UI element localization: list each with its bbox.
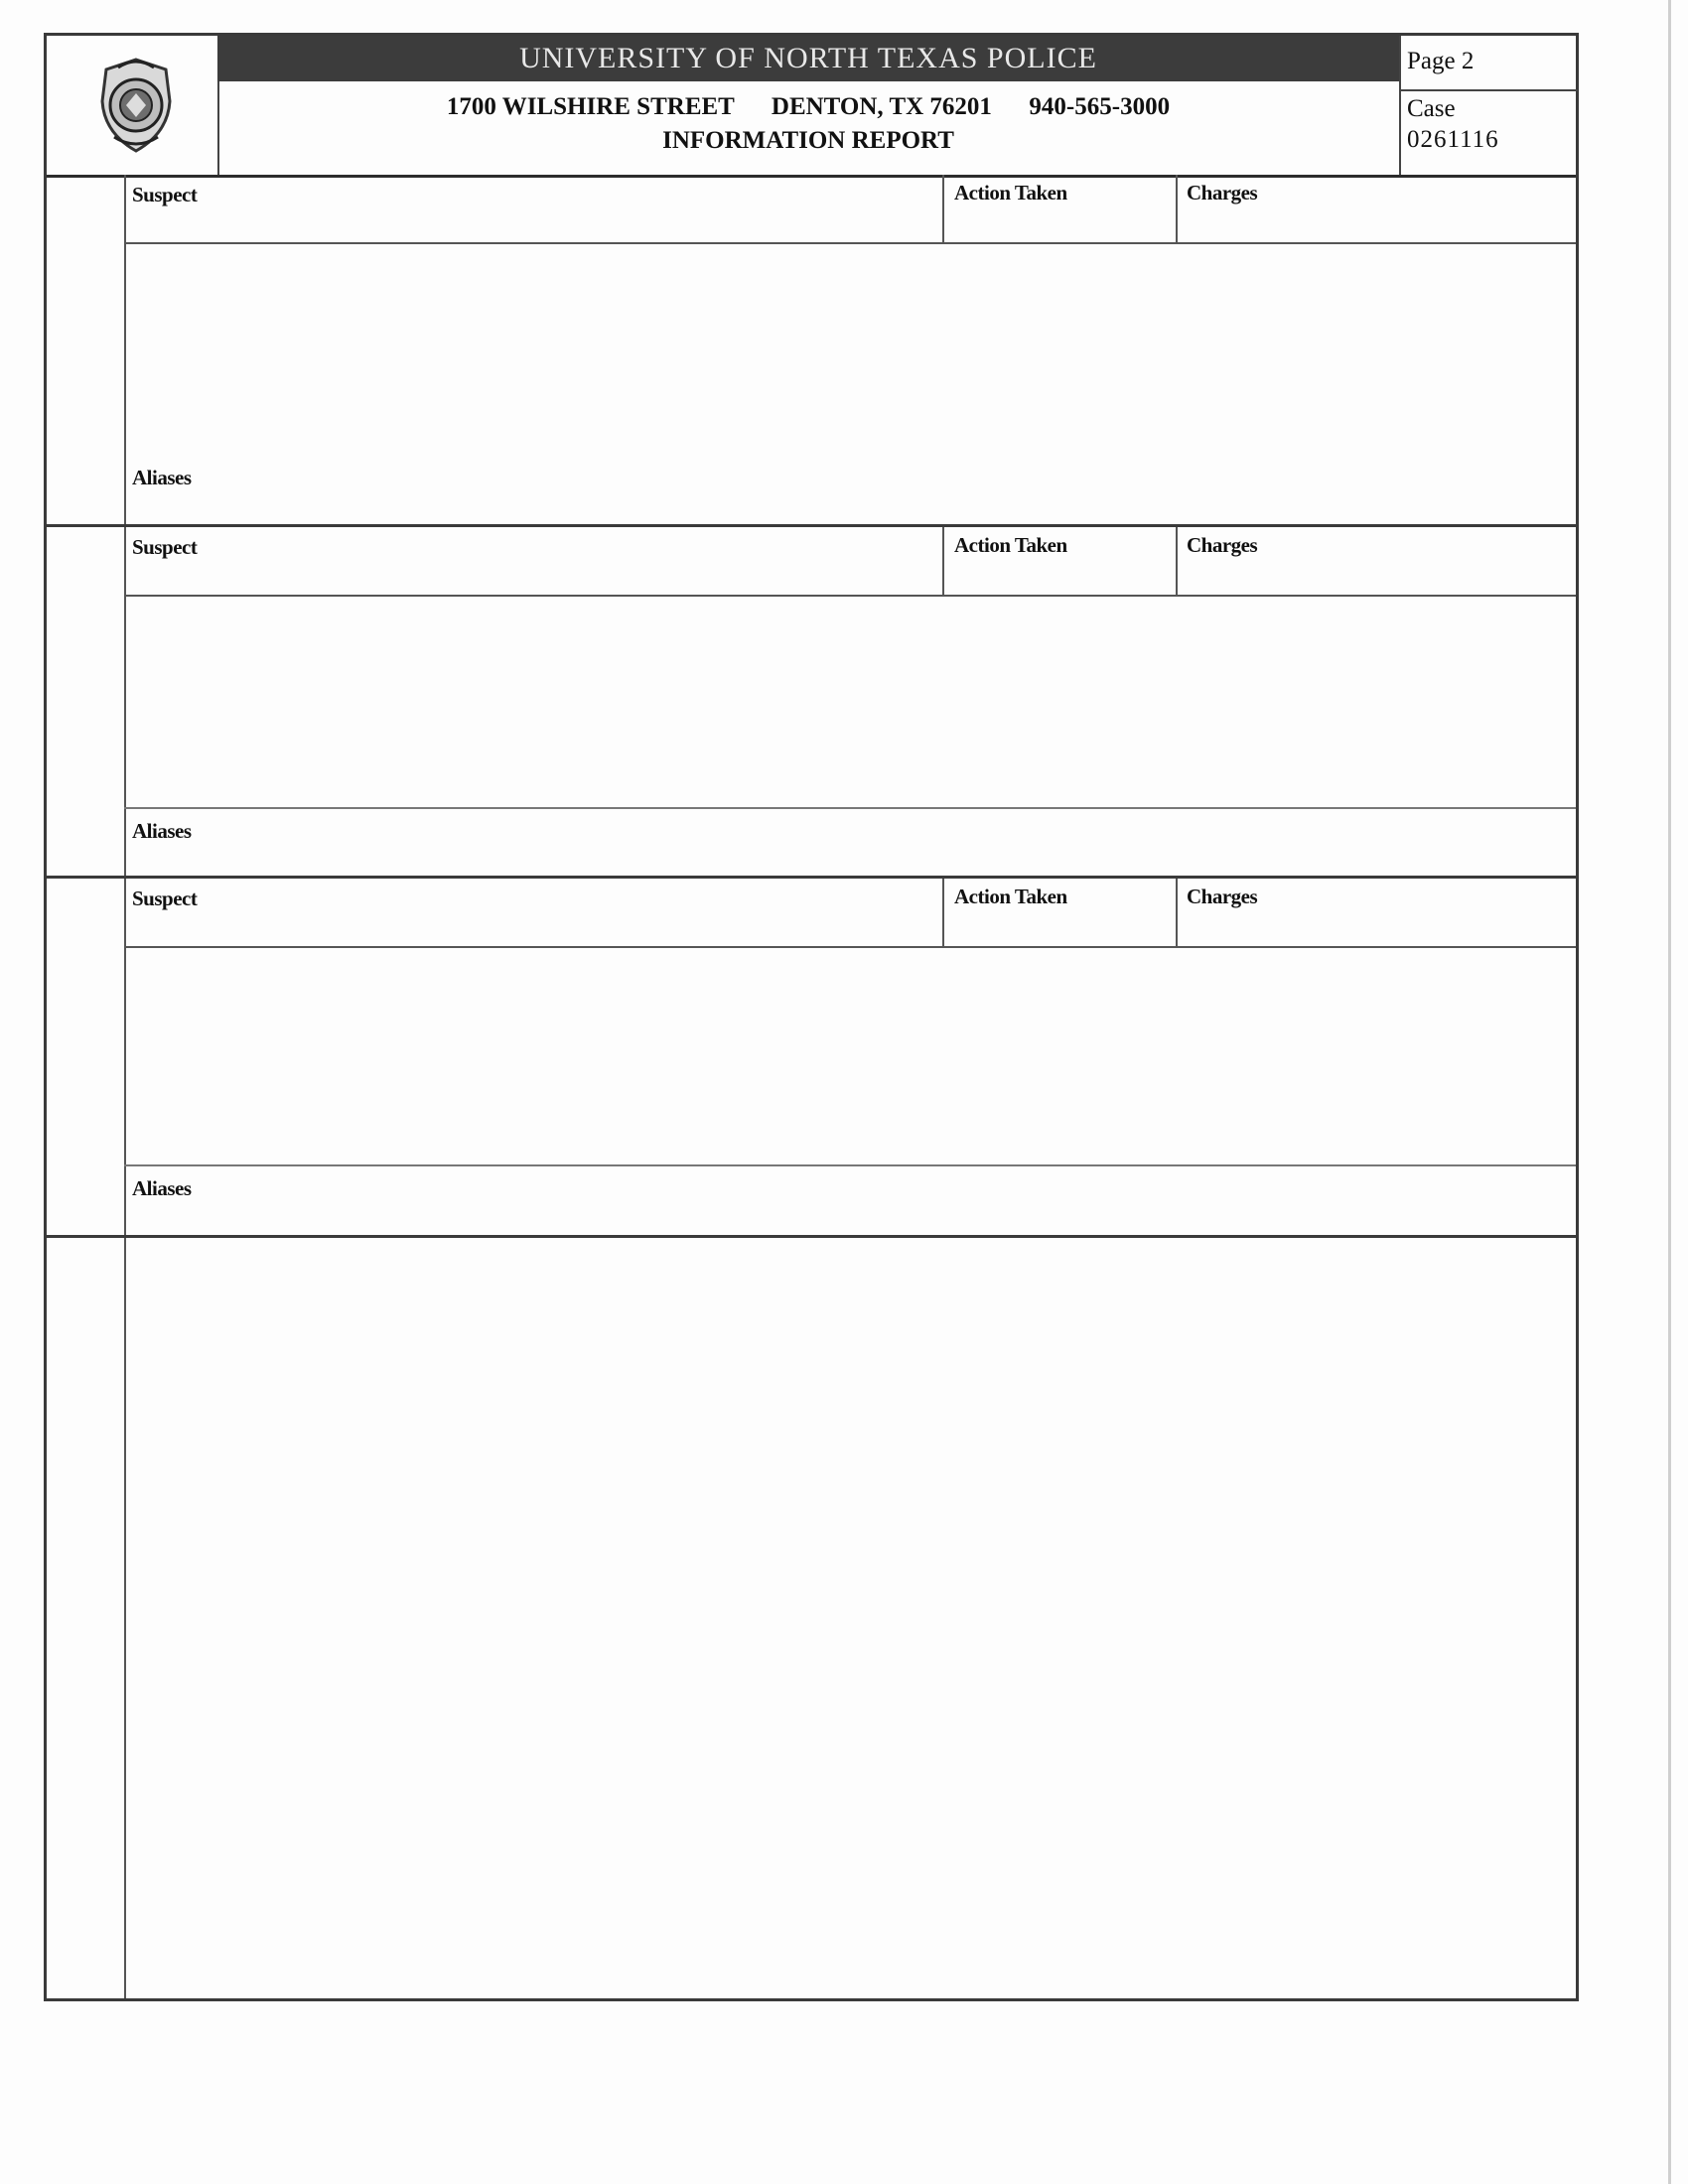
charges-label: Charges bbox=[1187, 885, 1258, 908]
action-taken-label: Action Taken bbox=[954, 181, 1067, 205]
side-cell bbox=[47, 879, 126, 1235]
page-case-cell bbox=[1399, 36, 1578, 175]
page-edge-rule bbox=[1668, 0, 1671, 2184]
agency-title-bar bbox=[217, 36, 1399, 81]
action-taken-label: Action Taken bbox=[954, 885, 1067, 908]
charges-label: Charges bbox=[1187, 181, 1258, 205]
agency-address: 1700 WILSHIRE STREET DENTON, TX 76201 940-565-3000 bbox=[446, 93, 1171, 120]
report-title: INFORMATION REPORT bbox=[662, 127, 954, 154]
column-divider bbox=[942, 175, 944, 244]
aliases-label: Aliases bbox=[132, 819, 192, 843]
suspect-label: Suspect bbox=[132, 887, 198, 910]
agency-name: UNIVERSITY OF NORTH TEXAS POLICE bbox=[519, 42, 1097, 74]
suspect-header-row bbox=[124, 527, 1576, 597]
suspect-block-1 bbox=[47, 175, 1576, 527]
column-divider bbox=[942, 527, 944, 597]
page-number: Page 2 bbox=[1401, 36, 1578, 91]
suspect-label: Suspect bbox=[132, 535, 198, 559]
charges-label: Charges bbox=[1187, 533, 1258, 557]
suspect-header-row bbox=[124, 879, 1576, 948]
side-cell bbox=[47, 175, 126, 524]
column-divider bbox=[1176, 175, 1178, 244]
suspect-label: Suspect bbox=[132, 183, 198, 206]
aliases-row bbox=[124, 807, 1576, 877]
logo-cell bbox=[47, 36, 219, 175]
side-cell bbox=[47, 527, 126, 876]
information-report-form bbox=[44, 33, 1579, 2001]
police-seal-icon bbox=[96, 56, 176, 155]
action-taken-label: Action Taken bbox=[954, 533, 1067, 557]
column-divider bbox=[1176, 879, 1178, 948]
column-divider bbox=[942, 879, 944, 948]
case-number: 0261116 bbox=[1407, 126, 1499, 153]
suspect-block-2 bbox=[47, 527, 1576, 879]
narrative-side-cell bbox=[47, 1238, 126, 1998]
narrative-area bbox=[124, 1238, 1576, 1998]
suspect-block-3 bbox=[47, 879, 1576, 1238]
case-label: Case bbox=[1407, 95, 1456, 122]
column-divider bbox=[1176, 527, 1178, 597]
aliases-row bbox=[124, 1164, 1576, 1234]
report-header bbox=[47, 36, 1576, 178]
aliases-row bbox=[124, 456, 1576, 525]
aliases-label: Aliases bbox=[132, 466, 192, 489]
suspect-header-row bbox=[124, 175, 1576, 244]
aliases-label: Aliases bbox=[132, 1176, 192, 1200]
